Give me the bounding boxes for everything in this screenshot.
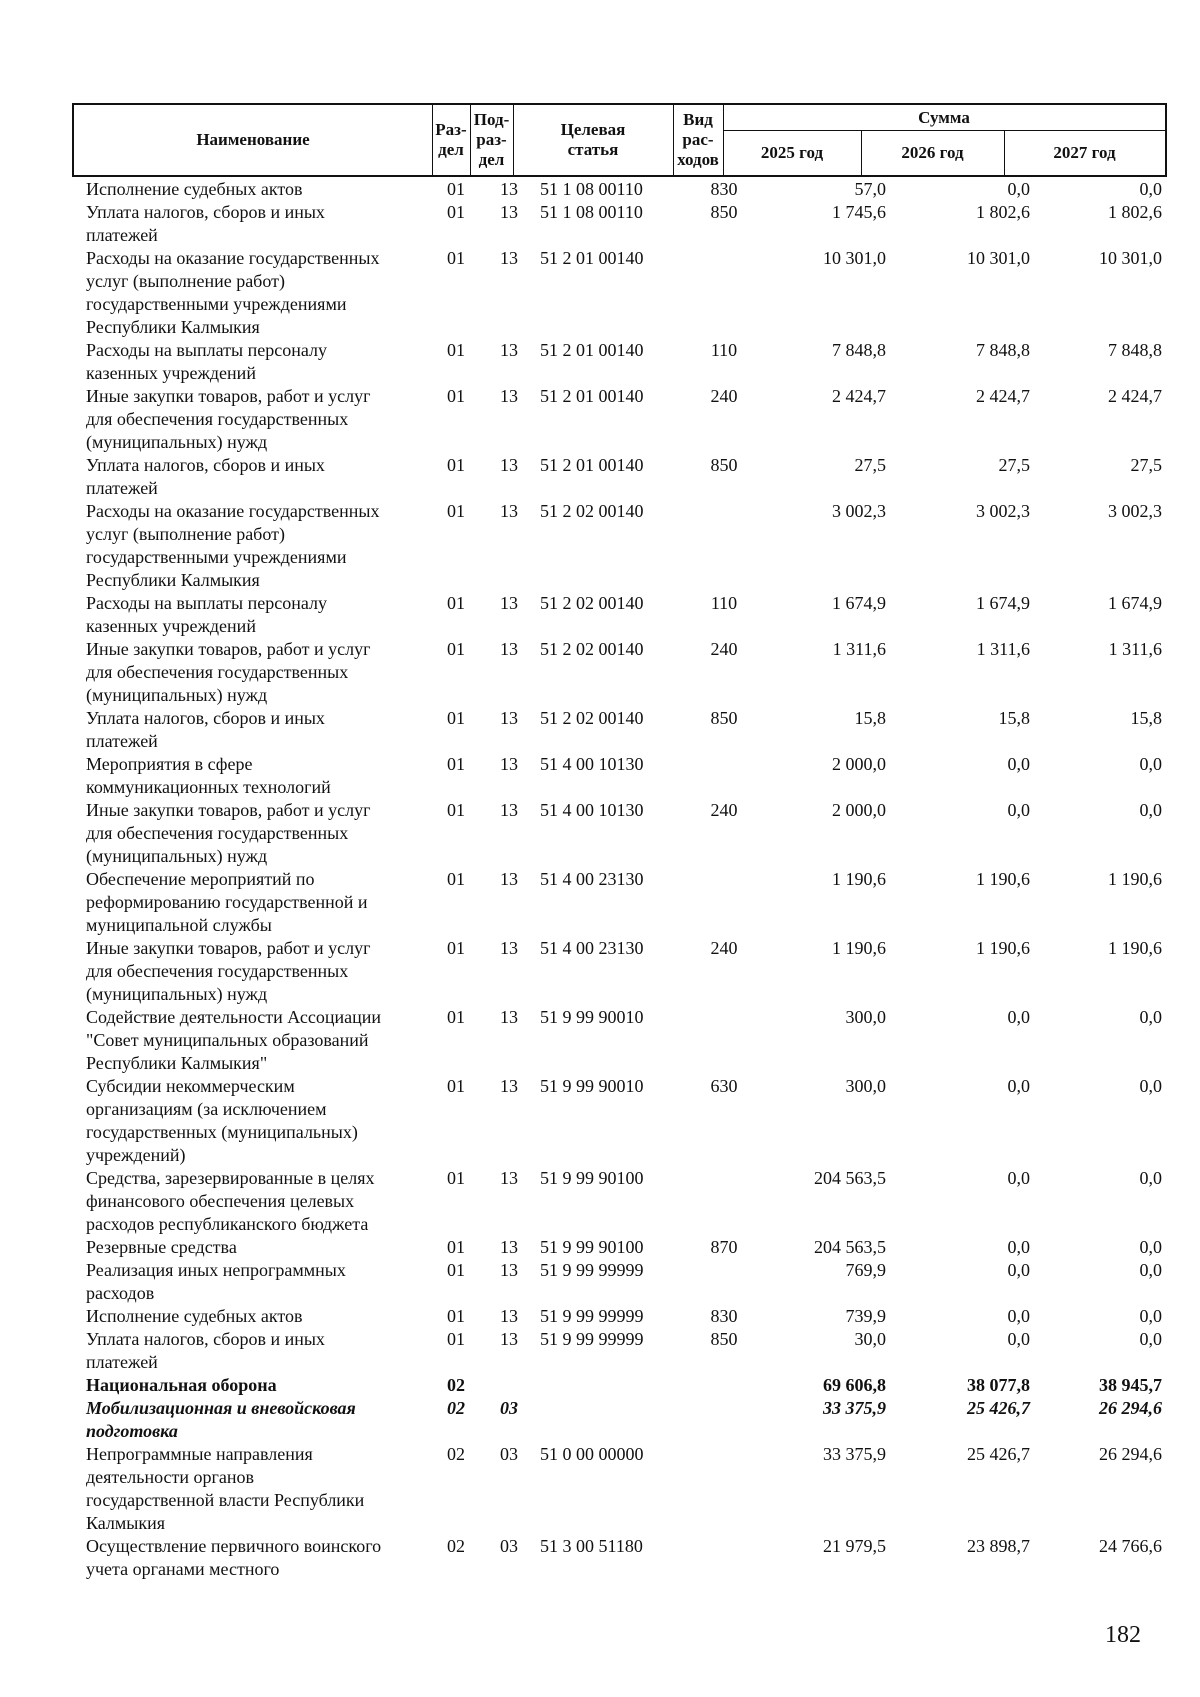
row-vid: 850 [710,1329,738,1349]
row-name [86,500,426,592]
row-razdel: 02 [447,1375,465,1395]
row-amount-2026: 15,8 [998,708,1030,728]
row-name [86,1259,426,1305]
row-target: 51 9 99 99999 [540,1306,644,1326]
table-row [0,1328,1200,1374]
row-podrazdel: 13 [500,1168,518,1188]
row-name-line: Республики Калмыкия [86,570,260,590]
row-name-line: Исполнение судебных актов [86,179,303,199]
row-amount-2026: 1 802,6 [976,202,1030,222]
table-row [0,799,1200,868]
row-target: 51 4 00 10130 [540,754,644,774]
table-row [0,1006,1200,1075]
row-razdel: 01 [447,938,465,958]
row-podrazdel: 13 [500,938,518,958]
row-podrazdel: 13 [500,202,518,222]
row-vid: 110 [710,340,738,360]
table-row [0,339,1200,385]
row-amount-2026: 10 301,0 [967,248,1030,268]
row-amount-2025: 300,0 [845,1076,886,1096]
row-name-line: Субсидии некоммерческим [86,1076,295,1096]
row-name [86,937,426,1006]
row-name-line: Расходы на выплаты персоналу [86,593,327,613]
row-podrazdel: 13 [500,800,518,820]
row-target: 51 3 00 51180 [540,1536,643,1556]
row-razdel: 01 [447,593,465,613]
row-vid: 830 [710,1306,738,1326]
table-row [0,201,1200,247]
row-amount-2027: 0,0 [1139,1237,1162,1257]
row-name-line: Осуществление первичного воинского [86,1536,382,1556]
row-name-line: платежей [86,225,158,245]
row-amount-2027: 24 766,6 [1099,1536,1162,1556]
row-name-line: казенных учреждений [86,363,256,383]
row-podrazdel: 13 [500,754,518,774]
row-amount-2027: 1 802,6 [1108,202,1162,222]
row-name-line: Расходы на оказание государственных [86,501,380,521]
row-name-line: Калмыкия [86,1513,166,1533]
row-name-line: учреждений) [86,1145,186,1165]
row-razdel: 02 [447,1398,465,1418]
row-razdel: 01 [447,202,465,222]
row-name-line: Содействие деятельности Ассоциации [86,1007,381,1027]
table-row [0,247,1200,339]
row-vid: 850 [710,202,738,222]
row-amount-2026: 1 311,6 [976,639,1030,659]
row-vid: 240 [710,800,738,820]
row-amount-2025: 1 674,9 [832,593,886,613]
row-target: 51 2 02 00140 [540,501,644,521]
row-target: 51 4 00 10130 [540,800,644,820]
table-row [0,1374,1200,1397]
table-row [0,753,1200,799]
row-name-line: Обеспечение мероприятий по [86,869,315,889]
row-podrazdel: 13 [500,708,518,728]
row-name-line: Иные закупки товаров, работ и услуг [86,639,371,659]
row-amount-2026: 1 190,6 [976,938,1030,958]
row-name-line: Мероприятия в сфере [86,754,253,774]
row-podrazdel: 13 [500,639,518,659]
row-amount-2026: 0,0 [1007,1007,1030,1027]
row-vid: 870 [710,1237,738,1257]
row-name-line: муниципальной службы [86,915,272,935]
row-razdel: 01 [447,386,465,406]
row-podrazdel: 13 [500,1237,518,1257]
row-name [86,1236,426,1259]
row-name-line: Средства, зарезервированные в целях [86,1168,375,1188]
row-name-line: государственных (муниципальных) [86,1122,358,1142]
row-amount-2025: 69 606,8 [823,1375,886,1395]
row-name-line: Реализация иных непрограммных [86,1260,346,1280]
row-target: 51 2 01 00140 [540,340,644,360]
row-name [86,201,426,247]
row-name-line: казенных учреждений [86,616,256,636]
row-vid: 630 [710,1076,738,1096]
row-name-line: финансового обеспечения целевых [86,1191,355,1211]
row-target: 51 2 02 00140 [540,639,644,659]
row-amount-2026: 25 426,7 [967,1444,1030,1464]
row-amount-2027: 0,0 [1139,1260,1162,1280]
row-amount-2025: 1 190,6 [832,869,886,889]
row-razdel: 01 [447,1168,465,1188]
row-razdel: 02 [447,1444,465,1464]
table-row [0,1236,1200,1259]
row-amount-2025: 10 301,0 [823,248,886,268]
row-amount-2027: 1 190,6 [1108,869,1162,889]
row-podrazdel: 03 [500,1536,518,1556]
row-amount-2027: 0,0 [1139,1329,1162,1349]
row-podrazdel: 13 [500,1076,518,1096]
row-amount-2025: 2 424,7 [832,386,886,406]
table-row [0,638,1200,707]
row-amount-2027: 26 294,6 [1099,1398,1162,1418]
table-row [0,1259,1200,1305]
row-amount-2027: 1 190,6 [1108,938,1162,958]
row-amount-2026: 0,0 [1007,1237,1030,1257]
row-name-line: Уплата налогов, сборов и иных [86,708,325,728]
row-name-line: учета органами местного [86,1559,280,1579]
row-amount-2025: 1 190,6 [832,938,886,958]
row-name-line: (муниципальных) нужд [86,984,268,1004]
table-row [0,707,1200,753]
row-name-line: Уплата налогов, сборов и иных [86,455,325,475]
row-name [86,592,426,638]
row-target: 51 0 00 00000 [540,1444,644,1464]
row-razdel: 01 [447,708,465,728]
row-name-line: для обеспечения государственных [86,662,349,682]
row-name [86,868,426,937]
row-amount-2026: 2 424,7 [976,386,1030,406]
row-amount-2026: 0,0 [1007,1306,1030,1326]
row-name [86,339,426,385]
row-name-line: Расходы на оказание государственных [86,248,380,268]
table-row [0,1443,1200,1535]
row-amount-2025: 33 375,9 [823,1444,886,1464]
header-year-2027: 2027 год [1053,142,1116,162]
row-amount-2026: 3 002,3 [976,501,1030,521]
row-podrazdel: 13 [500,1329,518,1349]
row-target: 51 9 99 99999 [540,1329,644,1349]
row-name-line: расходов [86,1283,155,1303]
row-name-line: государственными учреждениями [86,294,347,314]
row-podrazdel: 03 [500,1398,518,1418]
row-name-line: услуг (выполнение работ) [86,524,285,544]
table-header [72,103,1167,177]
row-amount-2027: 38 945,7 [1099,1375,1162,1395]
row-name [86,454,426,500]
row-target: 51 1 08 00110 [540,202,643,222]
row-name-line: "Совет муниципальных образований [86,1030,369,1050]
row-razdel: 01 [447,455,465,475]
row-amount-2027: 3 002,3 [1108,501,1162,521]
row-name [86,385,426,454]
row-name-line: платежей [86,1352,158,1372]
row-name-line: для обеспечения государственных [86,823,349,843]
row-name [86,247,426,339]
row-amount-2025: 30,0 [854,1329,886,1349]
row-amount-2025: 204 563,5 [814,1168,886,1188]
row-vid: 830 [710,179,738,199]
row-target: 51 4 00 23130 [540,938,644,958]
row-name [86,638,426,707]
table-row [0,1397,1200,1443]
row-name-line: государственной власти Республики [86,1490,365,1510]
row-name-line: расходов республиканского бюджета [86,1214,369,1234]
row-name-line: организациям (за исключением [86,1099,327,1119]
row-target: 51 9 99 90100 [540,1168,644,1188]
row-razdel: 01 [447,248,465,268]
row-amount-2026: 25 426,7 [967,1398,1030,1418]
row-name-line: коммуникационных технологий [86,777,331,797]
row-name-line: Иные закупки товаров, работ и услуг [86,386,371,406]
row-name-line: реформированию государственной и [86,892,368,912]
row-podrazdel: 13 [500,1306,518,1326]
table-row [0,937,1200,1006]
row-amount-2027: 26 294,6 [1099,1444,1162,1464]
row-amount-2026: 1 674,9 [976,593,1030,613]
row-amount-2026: 23 898,7 [967,1536,1030,1556]
row-amount-2027: 0,0 [1139,1306,1162,1326]
row-razdel: 01 [447,1237,465,1257]
row-vid: 240 [710,386,738,406]
row-vid: 110 [710,593,738,613]
row-amount-2026: 0,0 [1007,179,1030,199]
row-amount-2027: 0,0 [1139,800,1162,820]
row-target: 51 2 01 00140 [540,248,644,268]
row-name-line: Иные закупки товаров, работ и услуг [86,938,371,958]
row-amount-2026: 0,0 [1007,754,1030,774]
row-amount-2027: 27,5 [1130,455,1162,475]
row-target: 51 2 02 00140 [540,708,644,728]
header-year-2026: 2026 год [901,142,964,162]
row-podrazdel: 13 [500,340,518,360]
row-name-line: (муниципальных) нужд [86,685,268,705]
table-row [0,178,1200,201]
table-row [0,1305,1200,1328]
row-name [86,178,426,201]
row-amount-2027: 7 848,8 [1108,340,1162,360]
row-amount-2027: 15,8 [1130,708,1162,728]
row-razdel: 01 [447,1329,465,1349]
row-target: 51 2 02 00140 [540,593,644,613]
row-amount-2025: 769,9 [845,1260,886,1280]
row-target: 51 2 01 00140 [540,455,644,475]
row-razdel: 01 [447,1260,465,1280]
row-name [86,1328,426,1374]
row-amount-2027: 1 311,6 [1108,639,1162,659]
row-name-line: платежей [86,478,158,498]
row-amount-2027: 0,0 [1139,1076,1162,1096]
row-razdel: 01 [447,869,465,889]
row-vid: 850 [710,455,738,475]
row-amount-2027: 10 301,0 [1099,248,1162,268]
row-name [86,1006,426,1075]
header-podrazdel: Под- раз- дел [473,110,510,169]
row-podrazdel: 13 [500,1007,518,1027]
row-razdel: 01 [447,800,465,820]
row-podrazdel: 13 [500,501,518,521]
table-row [0,454,1200,500]
row-amount-2027: 0,0 [1139,1168,1162,1188]
row-amount-2026: 38 077,8 [967,1375,1030,1395]
row-name [86,1374,426,1397]
row-amount-2026: 0,0 [1007,1260,1030,1280]
row-amount-2025: 33 375,9 [823,1398,886,1418]
table-row [0,500,1200,592]
row-name-line: платежей [86,731,158,751]
row-amount-2025: 739,9 [845,1306,886,1326]
row-razdel: 01 [447,179,465,199]
row-name [86,707,426,753]
row-amount-2025: 57,0 [854,179,886,199]
row-name-line: Республики Калмыкия" [86,1053,268,1073]
row-name-line: Уплата налогов, сборов и иных [86,1329,325,1349]
row-podrazdel: 03 [500,1444,518,1464]
row-name-line: Иные закупки товаров, работ и услуг [86,800,371,820]
row-vid: 240 [710,938,738,958]
row-amount-2027: 1 674,9 [1108,593,1162,613]
row-amount-2026: 0,0 [1007,1168,1030,1188]
row-name-line: (муниципальных) нужд [86,846,268,866]
header-vid: Вид рас- ходов [677,110,719,169]
row-name-line: Мобилизационная и вневойсковая [86,1398,356,1418]
row-razdel: 01 [447,501,465,521]
row-name-line: Расходы на выплаты персоналу [86,340,327,360]
row-name-line: Резервные средства [86,1237,237,1257]
row-name-line: Непрограммные направления [86,1444,313,1464]
row-name [86,1535,426,1581]
row-razdel: 01 [447,1007,465,1027]
row-vid: 240 [710,639,738,659]
row-name [86,1443,426,1535]
header-name: Наименование [196,130,310,149]
row-target: 51 9 99 90100 [540,1237,644,1257]
row-vid: 850 [710,708,738,728]
row-name-line: Исполнение судебных актов [86,1306,303,1326]
row-target: 51 4 00 23130 [540,869,644,889]
row-amount-2025: 27,5 [854,455,886,475]
row-podrazdel: 13 [500,455,518,475]
row-target: 51 9 99 90010 [540,1076,644,1096]
row-target: 51 9 99 99999 [540,1260,644,1280]
row-amount-2026: 0,0 [1007,1329,1030,1349]
row-name-line: подготовка [86,1421,178,1441]
row-amount-2026: 1 190,6 [976,869,1030,889]
row-target: 51 1 08 00110 [540,179,643,199]
header-summa: Сумма [918,107,970,127]
row-podrazdel: 13 [500,386,518,406]
table-row [0,385,1200,454]
row-name-line: Национальная оборона [86,1375,277,1395]
row-name-line: для обеспечения государственных [86,409,349,429]
row-podrazdel: 13 [500,1260,518,1280]
row-amount-2025: 2 000,0 [832,800,886,820]
row-name [86,753,426,799]
row-name [86,1075,426,1167]
table-row [0,1535,1200,1581]
row-name-line: Уплата налогов, сборов и иных [86,202,325,222]
row-amount-2025: 2 000,0 [832,754,886,774]
row-name [86,1305,426,1328]
table-row [0,1075,1200,1167]
row-name-line: услуг (выполнение работ) [86,271,285,291]
row-amount-2025: 1 311,6 [832,639,886,659]
row-name-line: (муниципальных) нужд [86,432,268,452]
row-target: 51 9 99 90010 [540,1007,644,1027]
row-name [86,1167,426,1236]
row-name [86,1397,426,1443]
row-amount-2026: 7 848,8 [976,340,1030,360]
row-amount-2025: 204 563,5 [814,1237,886,1257]
row-amount-2025: 300,0 [845,1007,886,1027]
header-year-2025: 2025 год [760,142,824,162]
row-amount-2025: 1 745,6 [832,202,886,222]
row-amount-2027: 0,0 [1139,1007,1162,1027]
row-amount-2025: 21 979,5 [823,1536,886,1556]
row-amount-2025: 7 848,8 [832,340,886,360]
table-row [0,592,1200,638]
table-row [0,1167,1200,1236]
row-name [86,799,426,868]
table-row [0,868,1200,937]
row-amount-2026: 27,5 [998,455,1030,475]
page-number: 182 [1105,1622,1141,1648]
row-podrazdel: 13 [500,593,518,613]
header-razdel: Раз- дел [435,120,467,159]
row-razdel: 01 [447,1076,465,1096]
row-razdel: 01 [447,340,465,360]
header-target: Целевая статья [560,120,626,159]
row-target: 51 2 01 00140 [540,386,644,406]
row-podrazdel: 13 [500,869,518,889]
row-amount-2027: 0,0 [1139,179,1162,199]
row-amount-2025: 3 002,3 [832,501,886,521]
row-name-line: Республики Калмыкия [86,317,260,337]
row-name-line: для обеспечения государственных [86,961,349,981]
row-podrazdel: 13 [500,179,518,199]
row-razdel: 01 [447,754,465,774]
row-razdel: 01 [447,1306,465,1326]
row-amount-2027: 2 424,7 [1108,386,1162,406]
row-amount-2026: 0,0 [1007,1076,1030,1096]
row-podrazdel: 13 [500,248,518,268]
row-amount-2025: 15,8 [854,708,886,728]
row-name-line: деятельности органов [86,1467,255,1487]
row-name-line: государственными учреждениями [86,547,347,567]
row-razdel: 02 [447,1536,465,1556]
row-amount-2026: 0,0 [1007,800,1030,820]
row-amount-2027: 0,0 [1139,754,1162,774]
row-razdel: 01 [447,639,465,659]
